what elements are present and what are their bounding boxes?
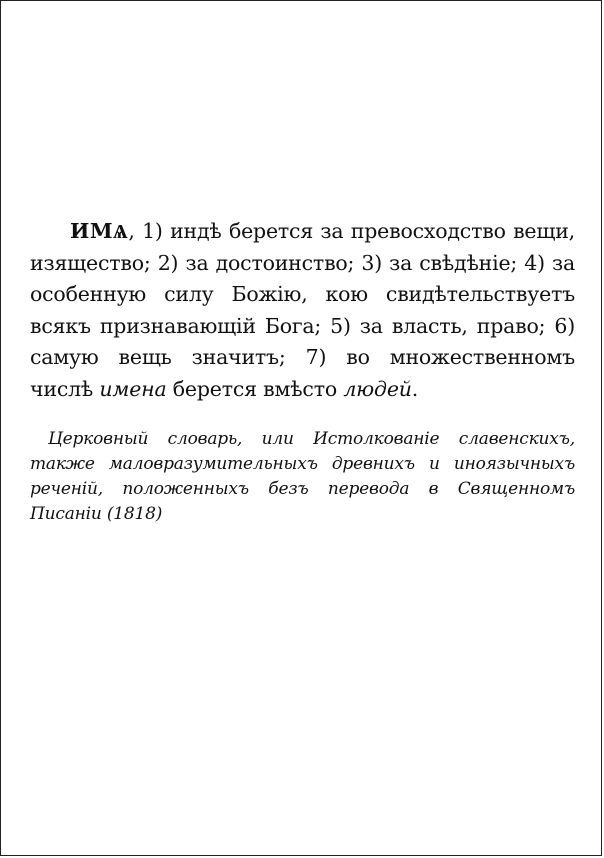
source-citation: Церковный словарь, или Истолкованіе славенскихъ, также маловразумительныхъ древнихъ и иноязычныхъ реченій, положенныхъ безъ перевода в Священномъ Писаніи (1818) [30,429,575,524]
entry-text-part-1: , 1) индѣ берется за превосходство вещи, изящество; 2) за достоинство; 3) за свѣдѣніе; 4) за особенную силу Божію, кою свидѣтельствуетъ всякъ признавающій Бога; 5) за власть, право; 6) самую вещь значитъ; 7) во множественномъ числѣ [30,219,575,401]
entry-italic-word-2: людей [343,376,412,401]
dictionary-entry [30,216,575,405]
entry-headword: ИМѦ [70,219,129,243]
entry-text-part-2: берется вмѣсто [166,376,344,401]
content-block [30,216,575,527]
entry-italic-word-1: имена [99,376,167,401]
entry-text-part-3: . [411,376,419,401]
